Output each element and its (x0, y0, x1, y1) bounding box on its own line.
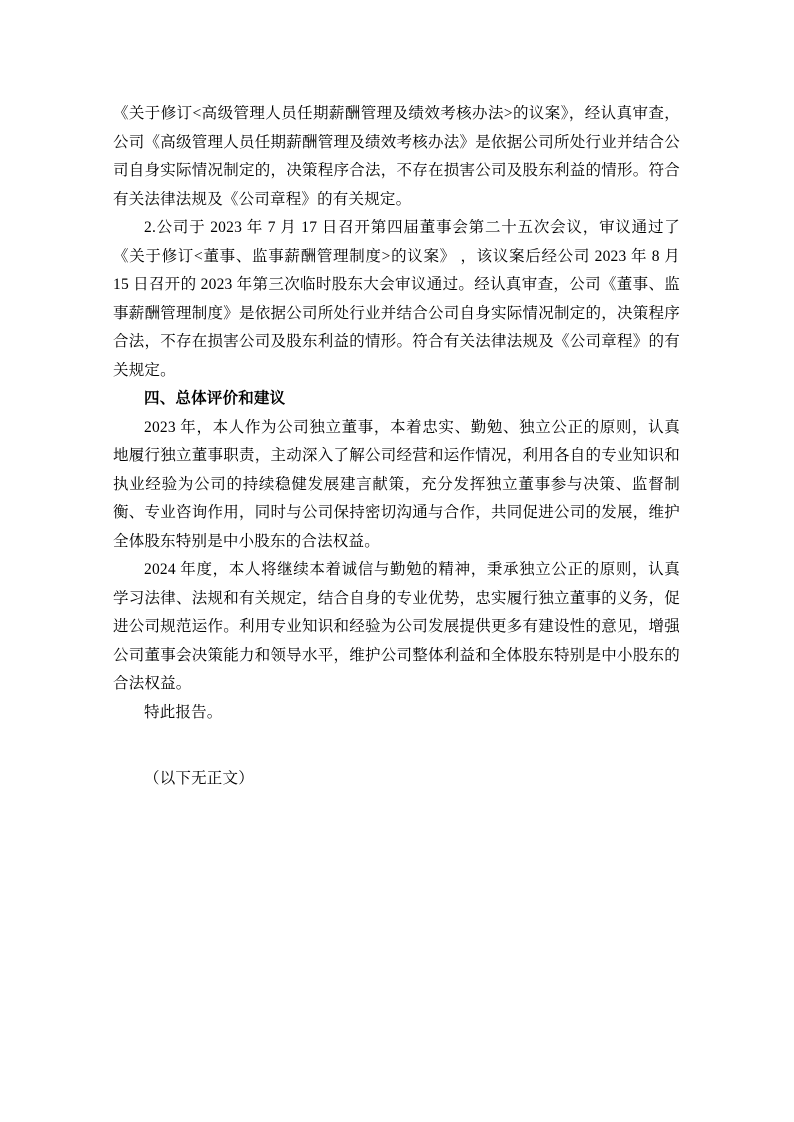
paragraph-end-of-text-note: （以下无正文） (144, 770, 254, 787)
paragraph-report-note: 特此报告。 (144, 703, 223, 721)
section-heading-overall-evaluation: 四、总体评价和建议 (144, 390, 286, 407)
paragraph-item-2: 2.公司于 2023 年 7 月 17 日召开第四届董事会第二十五次会议，审议通过了《关于修订<董事、监事薪酬管理制度>的议案》 ，该议案后经公司 2023 年 8 月 15 日召开的 2023 年第三次临时股东大会审议通过。经认真审查，公司《董事、监事薪酬管理制度》是依据公司所处行业并结合公司自身实际情况制定的，决策程序合法，不存在损害公司及股东利益的情形。符合有关法律法规及《公司章程》的有关规定。 (113, 219, 680, 379)
paragraph-continuation: 《关于修订<高级管理人员任期薪酬管理及绩效考核办法>的议案》，经认真审查，公司《高级管理人员任期薪酬管理及绩效考核办法》是依据公司所处行业并结合公司自身实际情况制定的，决策程序合法，不存在损害公司及股东利益的情形。符合有关法律法规及《公司章程》的有关规定。 (113, 105, 680, 208)
paragraph-outlook-2024: 2024 年度，本人将继续本着诚信与勤勉的精神，秉承独立公正的原则，认真学习法律、法规和有关规定，结合自身的专业优势，忠实履行独立董事的义务，促进公司规范运作。利用专业知识和经验为公司发展提供更多有建设性的意见，增强公司董事会决策能力和领导水平，维护公司整体利益和全体股东特别是中小股东的合法权益。 (113, 561, 680, 692)
paragraph-review-2023: 2023 年，本人作为公司独立董事，本着忠实、勤勉、独立公正的原则，认真地履行独立董事职责，主动深入了解公司经营和运作情况，利用各自的专业知识和执业经验为公司的持续稳健发展建言献策，充分发挥独立董事参与决策、监督制衡、专业咨询作用，同时与公司保持密切沟通与合作，共同促进公司的发展，维护全体股东特别是中小股东的合法权益。 (113, 418, 680, 550)
